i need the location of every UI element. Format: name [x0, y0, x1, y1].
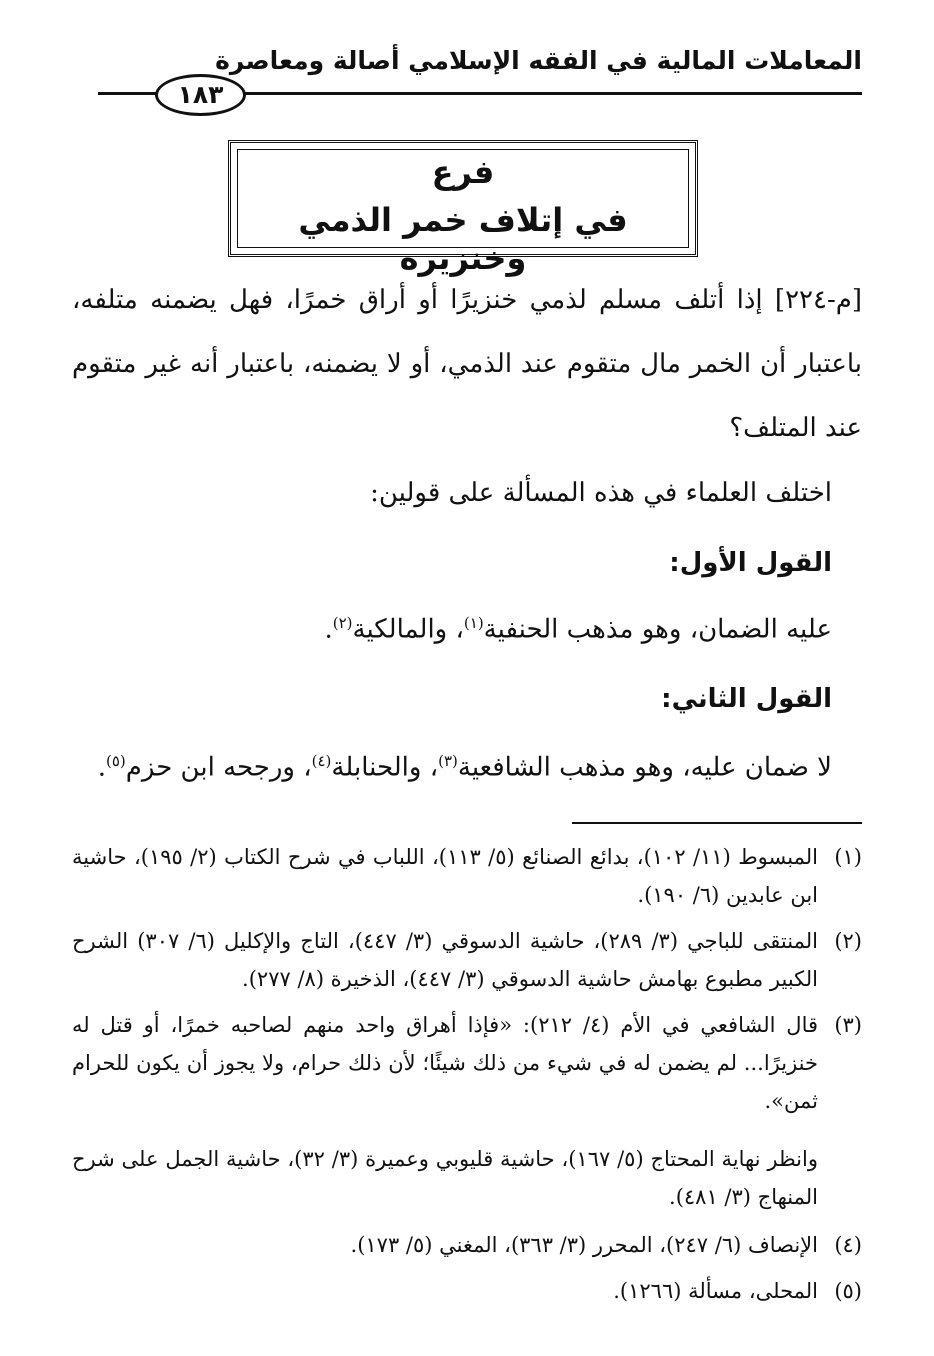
- title-line-1: فرع: [431, 153, 495, 191]
- footnote-text: المنتقى للباجي (٣/ ٢٨٩)، حاشية الدسوقي (٣/ ٤٤٧)، التاج والإكليل (٦/ ٣٠٧) الشرح الكبير مطبوع بهامش حاشية الدسوقي (٣/ ٤٤٧)، الذخيرة (٨/ ٢٧٧).: [72, 929, 818, 991]
- footnote-5: [72, 1272, 862, 1310]
- second-opinion-text-c: ، ورجحه ابن حزم: [125, 752, 312, 783]
- footnote-number: (٣): [834, 1013, 862, 1037]
- footnote-2: [72, 922, 862, 998]
- footnote-text: وانظر نهاية المحتاج (٥/ ١٦٧)، حاشية قليوبي وعميرة (٣/ ٣٢)، حاشية الجمل على شرح المنهاج (٣/ ٤٨١).: [72, 1147, 818, 1209]
- second-opinion-heading: القول الثاني:: [661, 684, 832, 714]
- chapter-title-box: [228, 140, 698, 277]
- footnote-text: قال الشافعي في الأم (٤/ ٢١٢): «فإذا أهراق واحد منهم لصاحبه خمرًا، أو قتل له خنزيرًا... لم يضمن له في شيء من ذلك شيئًا؛ لأن ذلك حرام، ولا يجوز أن يكون للحرام ثمن».: [72, 1013, 819, 1113]
- footnote-3: [72, 1006, 862, 1120]
- page-number: ١٨٣: [155, 74, 246, 116]
- first-opinion-text-b: ، والمالكية: [352, 614, 464, 645]
- second-opinion-text-b: ، والحنابلة: [331, 752, 439, 783]
- second-opinion-text: [98, 752, 832, 783]
- footnote-ref-1: (١): [463, 614, 484, 632]
- intro-sentence: اختلف العلماء في هذه المسألة على قولين:: [370, 478, 832, 508]
- footnote-4: [72, 1226, 862, 1264]
- footnote-text: الإنصاف (٦/ ٢٤٧)، المحرر (٣/ ٣٦٣)، المغني (٥/ ١٧٣).: [350, 1233, 818, 1257]
- footnote-ref-3: (٣): [438, 752, 458, 770]
- footnote-ref-5: (٥): [105, 752, 126, 770]
- footnote-number: (١): [834, 845, 862, 869]
- second-opinion-text-a: لا ضمان عليه، وهو مذهب الشافعية: [457, 752, 832, 783]
- footnote-3-continued: [72, 1140, 862, 1216]
- footnote-number: (٢): [834, 929, 862, 953]
- footnote-text: المبسوط (١١/ ١٠٢)، بدائع الصنائع (٥/ ١١٣)، اللباب في شرح الكتاب (٢/ ١٩٥)، حاشية ابن عابدين (٦/ ١٩٠).: [72, 845, 818, 907]
- footnote-ref-2: (٢): [332, 614, 353, 632]
- opening-paragraph: [م-٢٢٤] إذا أتلف مسلم لذمي خنزيرًا أو أراق خمرًا، فهل يضمنه متلفه، باعتبار أن الخمر مال متقوم عند الذمي، أو لا يضمنه، باعتبار أنه غير متقوم عند المتلف؟: [72, 285, 862, 443]
- first-opinion-text: [324, 614, 832, 645]
- first-opinion-heading: القول الأول:: [669, 548, 832, 578]
- footnote-1: [72, 838, 862, 914]
- second-opinion-text-d: .: [97, 752, 106, 783]
- footnote-number: (٥): [834, 1279, 862, 1303]
- footnote-text: المحلى، مسألة (١٢٦٦).: [613, 1279, 818, 1303]
- footnote-separator: [572, 822, 862, 824]
- footnote-number: (٤): [834, 1233, 862, 1257]
- first-opinion-text-a: عليه الضمان، وهو مذهب الحنفية: [483, 614, 832, 645]
- title-line-2: في إتلاف خمر الذمي وخنزيره: [298, 201, 628, 277]
- first-opinion-text-c: .: [324, 614, 333, 645]
- running-header-title: المعاملات المالية في الفقه الإسلامي أصالة ومعاصرة: [215, 46, 862, 75]
- footnote-ref-4: (٤): [311, 752, 332, 770]
